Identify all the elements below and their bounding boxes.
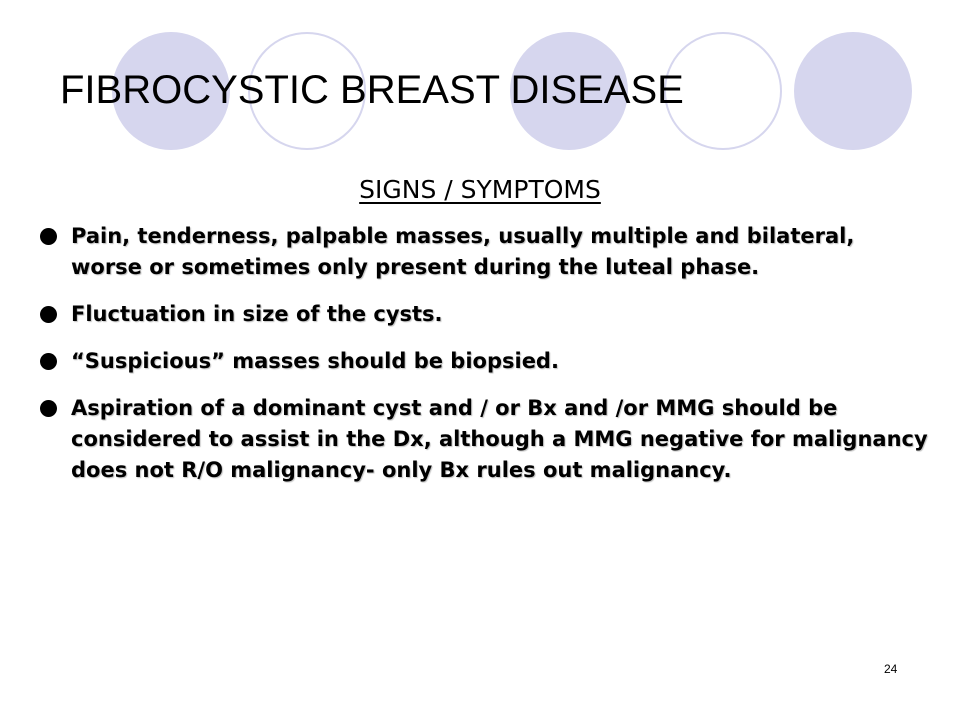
bullet-dot-icon (40, 400, 57, 417)
bullet-text: Pain, tenderness, palpable masses, usually multiple and bilateral, worse or sometimes only present during the luteal phase. (71, 224, 855, 279)
bullet-item (40, 221, 930, 283)
slide-title: FIBROCYSTIC BREAST DISEASE (60, 68, 684, 112)
bullet-text: Fluctuation in size of the cysts. (71, 302, 443, 326)
bullet-item (40, 299, 930, 330)
bullet-dot-icon (40, 306, 57, 323)
subtitle-text: SIGNS / SYMPTOMS (359, 175, 601, 204)
bullet-dot-icon (40, 228, 57, 245)
bullet-list (40, 221, 930, 502)
slide-subtitle (0, 172, 960, 208)
bullet-dot-icon (40, 353, 57, 370)
bullet-text: “Suspicious” masses should be biopsied. (71, 349, 559, 373)
bullet-item (40, 393, 930, 486)
bullet-item (40, 346, 930, 377)
decorative-circle-filled (794, 32, 912, 150)
bullet-text: Aspiration of a dominant cyst and / or Bx and /or MMG should be considered to assist in the Dx, although a MMG negative for malignancy does not R/O malignancy- only Bx rules out malignancy. (71, 396, 928, 482)
page-number: 24 (884, 662, 898, 676)
